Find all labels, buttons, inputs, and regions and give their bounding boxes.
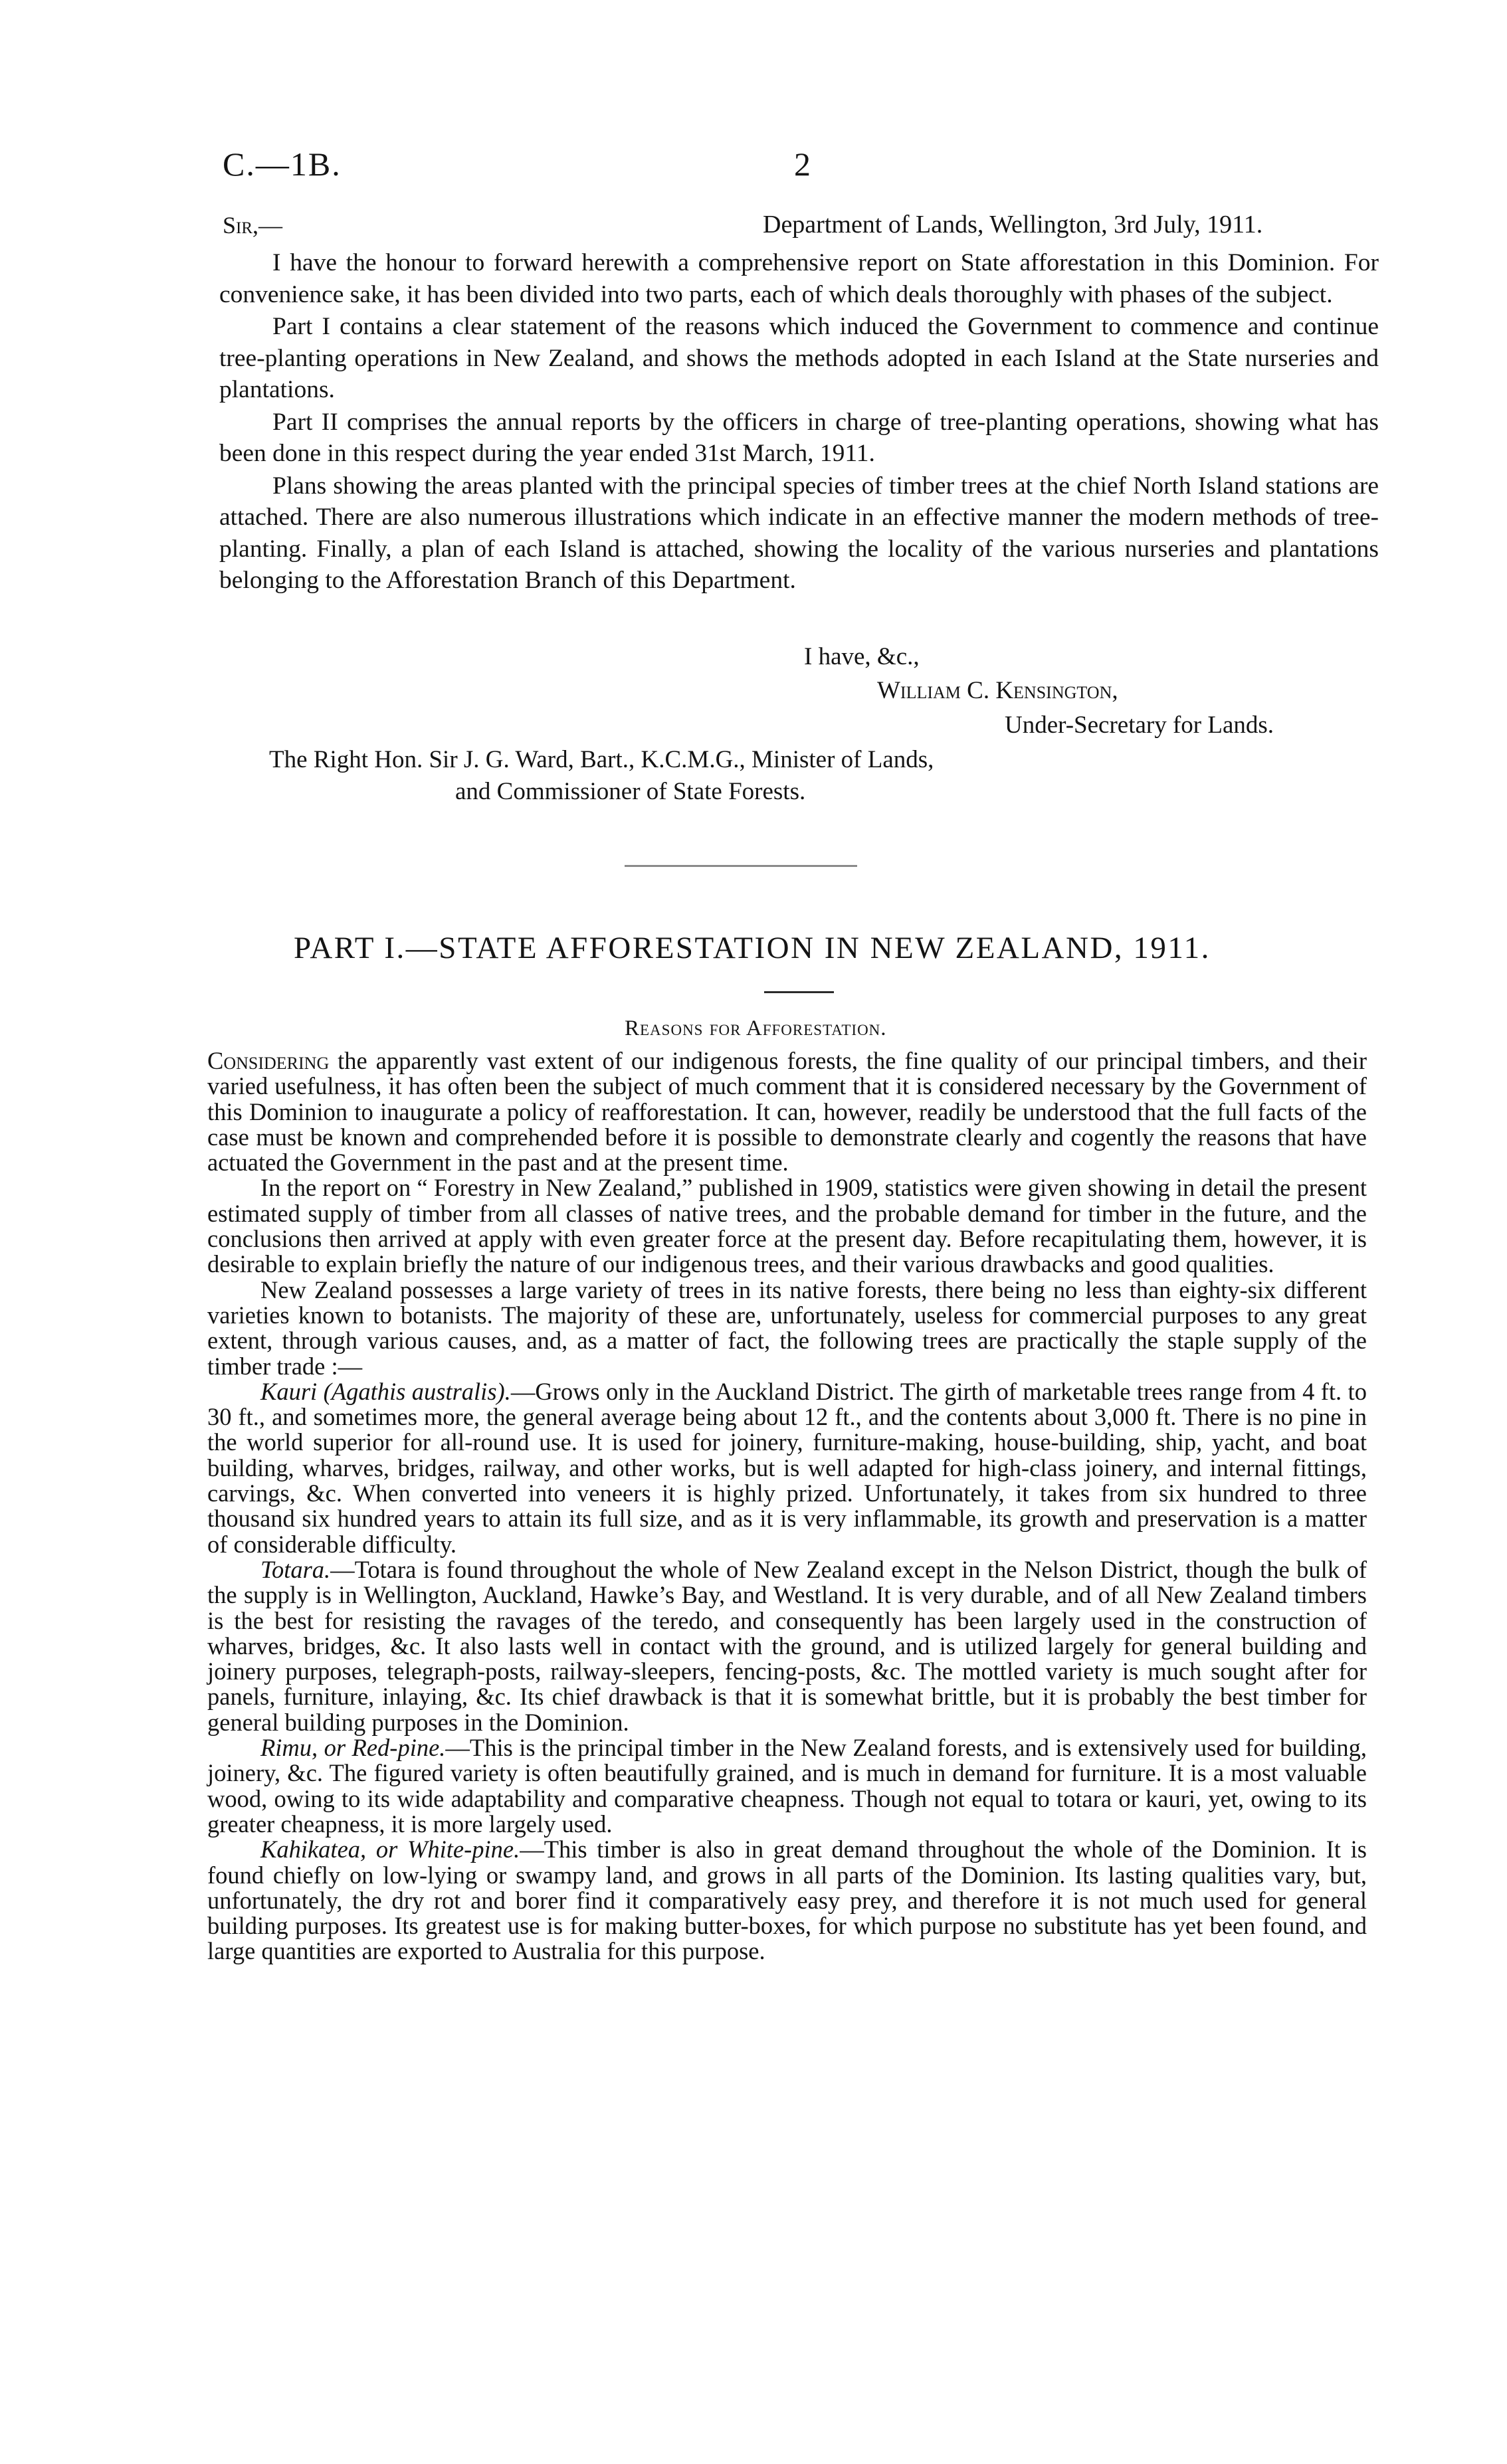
title-underline (764, 991, 834, 993)
addressee-line: and Commissioner of State Forests. (455, 778, 806, 805)
letter-closing: I have, &c., (804, 643, 920, 670)
kauri-heading: Kauri (Agathis australis). (260, 1377, 511, 1405)
body-paragraph: New Zealand possesses a large variety of trees in its native forests, there being no less than eighty-six different varieties known to botanists. The majority of these are, unfortunately, useless for commercial purposes to any great extent, through various causes, and, as a matter of fact, the following trees are practically the staple supply of the timber trade :— (207, 1276, 1367, 1380)
section-divider (625, 865, 857, 867)
signatory-name: William C. Kensington, (877, 677, 1118, 704)
addressee-line: The Right Hon. Sir J. G. Ward, Bart., K.C.M.G., Minister of Lands, (269, 746, 934, 773)
intro-text: the apparently vast extent of our indigenous forests, the fine quality of our principal timbers, and their varied usefulness, it has often been the subject of much comment that it is considered necessary by the Government of this Dominion to inaugurate a policy of reafforestation. It can, however, readily be understood that the full facts of the case must be known and comprehended before it is possible to demonstrate clearly and cogently the reasons that have actuated the Government in the past and at the present time. (207, 1047, 1367, 1177)
rimu-heading: Rimu, or Red-pine. (260, 1734, 446, 1762)
letter-body (219, 247, 1379, 597)
letter-paragraph: Plans showing the areas planted with the principal species of timber trees at the chief North Island stations are attached. There are also numerous illustrations which indicate in an effective manner the modern methods of tree-planting. Finally, a plan of each Island is attached, showing the locality of the various nurseries and plantations belonging to the Afforestation Branch of this Department. (219, 472, 1379, 594)
body-paragraph: In the report on “ Forestry in New Zealand,” published in 1909, statistics were given showing in detail the present estimated supply of timber from all classes of native trees, and the probable demand for timber in the future, and the conclusions then arrived at apply with even greater force at the present day. Before recapitulating them, however, it is desirable to explain briefly the nature of our indigenous trees, and their various drawbacks and good qualities. (207, 1174, 1367, 1278)
part-body (207, 1048, 1367, 1964)
kahikatea-paragraph (207, 1837, 1367, 1964)
part-title: PART I.—STATE AFFORESTATION IN NEW ZEALAND, 1911. (294, 931, 1211, 965)
kahikatea-text: —This timber is also in great demand throughout the whole of the Dominion. It is found chiefly on low-lying or swampy land, and grows in all parts of the Dominion. Its lasting qualities vary, but, unfortunately, the dry rot and borer find it comparatively easy prey, and therefore it is not much used for general building purposes. Its greatest use is for making butter-boxes, for which purpose no substitute has yet been found, and large quantities are exported to Australia for this purpose. (207, 1836, 1367, 1965)
intro-paragraph (207, 1048, 1367, 1175)
letter-paragraph: Part I contains a clear statement of the reasons which induced the Government to commence and continue tree-planting operations in New Zealand, and shows the methods adopted in each Island at the State nurseries and plantations. (219, 313, 1379, 403)
rimu-text: —This is the principal timber in the New Zealand forests, and is extensively used for building, joinery, &c. The figured variety is often beautifully grained, and is much in demand for furniture. It is a most valuable wood, owing to its wide adaptability and comparative cheapness. Though not equal to totara or kauri, yet, owing to its greater cheapness, it is more largely used. (207, 1734, 1367, 1838)
letter-paragraph: I have the honour to forward herewith a comprehensive report on State afforestation in this Dominion. For convenience sake, it has been divided into two parts, each of which deals thoroughly with phases of the subject. (219, 249, 1379, 308)
totara-text: —Totara is found throughout the whole of New Zealand except in the Nelson District, though the bulk of the supply is in Wellington, Auckland, Hawke’s Bay, and Westland. It is very durable, and of all New Zealand timbers is the best for resisting the ravages of the teredo, and consequently has been largely used in the construction of wharves, bridges, &c. It also lasts well in contact with the ground, and is utilized largely for general building and joinery purposes, telegraph-posts, railway-sleepers, fencing-posts, &c. The mottled variety is much sought after for panels, furniture, inlaying, &c. Its chief drawback is that it is somewhat brittle, but it is probably the best timber for general building purposes in the Dominion. (207, 1555, 1367, 1736)
rimu-paragraph (207, 1735, 1367, 1837)
letter-salutation: Sir,— (223, 212, 283, 238)
letter-paragraph: Part II comprises the annual reports by the officers in charge of tree-planting operations, showing what has been done in this respect during the year ended 31st March, 1911. (219, 408, 1379, 467)
intro-lead: Considering (207, 1047, 330, 1074)
letter-addressee (269, 744, 934, 808)
document-reference: C.—1B. (223, 145, 342, 183)
page-number: 2 (794, 145, 811, 183)
totara-paragraph (207, 1557, 1367, 1735)
signatory-title: Under-Secretary for Lands. (1005, 711, 1274, 739)
letter-dateline: Department of Lands, Wellington, 3rd July, 1911. (763, 211, 1263, 238)
kauri-paragraph (207, 1379, 1367, 1557)
kauri-text: —Grows only in the Auckland District. The girth of marketable trees range from 4 ft. to 30 ft., and sometimes more, the general average being about 12 ft., and the contents about 3,000 ft. There is no pine in the world superior for all-round use. It is used for joinery, furniture-making, house-building, ship, yacht, and boat building, wharves, bridges, railway, and other works, but is well adapted for high-class joinery, and internal fittings, carvings, &c. When converted into veneers it is highly prized. Unfortunately, it takes from six hundred to three thousand six hundred years to attain its full size, and as it is very inflammable, its growth and preservation is a matter of considerable difficulty. (207, 1377, 1367, 1558)
kahikatea-heading: Kahikatea, or White-pine. (260, 1836, 520, 1863)
section-heading: Reasons for Afforestation. (625, 1016, 887, 1040)
totara-heading: Totara. (260, 1555, 331, 1583)
